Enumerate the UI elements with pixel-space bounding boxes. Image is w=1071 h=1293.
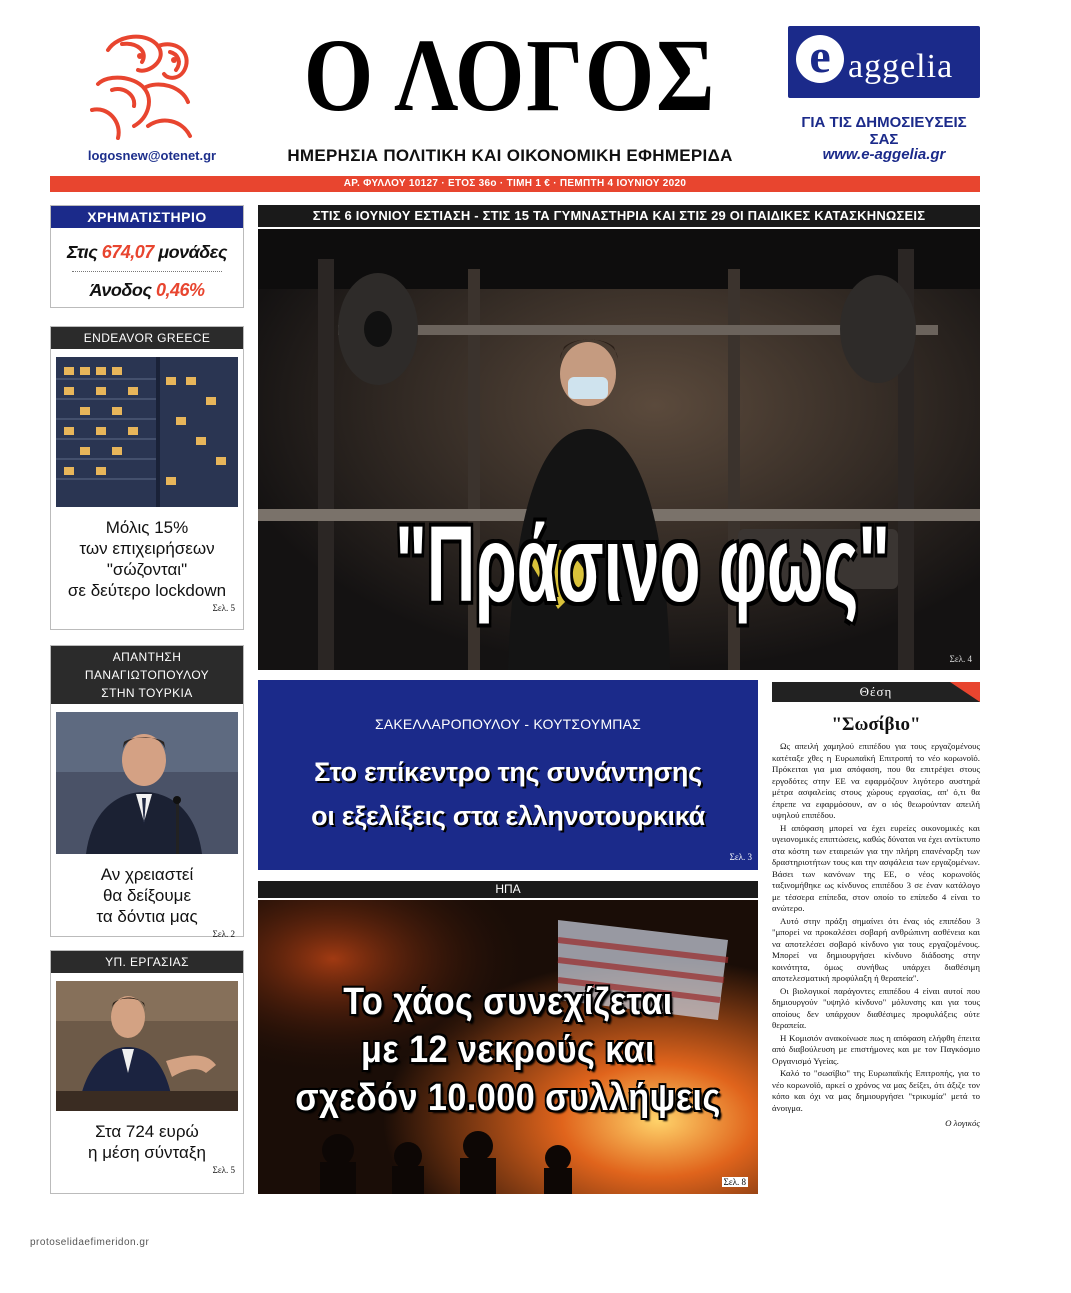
- endeavor-box[interactable]: [50, 326, 244, 630]
- editorial-paragraph: Η απόφαση μπορεί να έχει ευρείες οικονομικές και υγειονομικές επιπτώσεις, καθώς δύναται να έχει αντίκτυπο στα κόστη των εταιρειών για την πλήρη επανέναρξη των δραστηριοτήτων τους και την ασφάλεια των εργαζομένων. Βάσει των κανόνων της ΕΕ, ο νέος κορωνοϊός ταξινομήθηκε ως κίνδυνος επιπέδου 3 σε έναν κατάλογο με τέσσερα επίπεδα, στον οποίο το επίπεδο 4 είναι το ανώτερο.: [772, 822, 980, 913]
- stock-change-line: [51, 280, 243, 301]
- usa-page-ref: Σελ. 8: [723, 1177, 746, 1187]
- ypergasias-text-line: Στα 724 ευρώ: [95, 1122, 199, 1141]
- sakellaropoulou-headline: [258, 750, 758, 838]
- eaggelia-logo-letter: e: [796, 35, 844, 83]
- sakellaropoulou-headline-line: οι εξελίξεις στα ελληνοτουρκικά: [311, 801, 705, 831]
- endeavor-heading: ENDEAVOR GREECE: [51, 327, 243, 349]
- newspaper-title: Ο ΛΟΓΟΣ: [303, 18, 717, 133]
- office-building-photo: [56, 357, 238, 507]
- endeavor-page-ref: Σελ. 5: [212, 603, 235, 613]
- apantisi-text-line: θα δείξουμε: [102, 886, 192, 905]
- endeavor-text-line: σε δεύτερο lockdown: [67, 581, 227, 600]
- minister-photo: [56, 712, 238, 854]
- stock-index-line: [51, 242, 243, 263]
- usa-headline-line: με 12 νεκρούς και: [361, 1029, 655, 1071]
- usa-headline-line: σχεδόν 10.000 συλλήψεις: [295, 1077, 721, 1119]
- source-site-footer[interactable]: protoselidaefimeridon.gr: [30, 1237, 150, 1248]
- endeavor-text: [51, 517, 243, 601]
- usa-headline-line: Το χάος συνεχίζεται: [343, 981, 673, 1023]
- editorial-signature: Ο λογικός: [945, 1118, 980, 1128]
- editorial-title: "Σωσίβιο": [831, 714, 921, 735]
- sakellaropoulou-page-ref: Σελ. 3: [729, 852, 752, 862]
- endeavor-text-line: Μόλις 15%: [105, 518, 189, 537]
- eaggelia-ad[interactable]: [788, 26, 980, 98]
- masthead-email[interactable]: logosnew@otenet.gr: [87, 148, 217, 163]
- editorial-paragraph: Αυτό στην πράξη σημαίνει ότι ένας ιός επιπέδου 3 "μπορεί να προκαλέσει σοβαρή ανθρώπινη ασθένεια και να αποτελέσει σοβαρό κίνδυνο για τους εργαζομένους. Μπορεί να δημιουργήσει κίνδυνο διάδοσης στην κοινότητα, όμως συνήθως υπάρχει διαθέσιμη αποτελεσματική προφύλαξη ή θεραπεία".: [772, 915, 980, 983]
- sakellaropoulou-story[interactable]: [258, 680, 758, 870]
- lead-page-ref: Σελ. 4: [949, 654, 972, 664]
- sakellaropoulou-headline-line: Στο επίκεντρο της συνάντησης: [314, 757, 702, 787]
- lead-headline: "Πράσινο φως": [395, 503, 891, 624]
- editorial-accent: [950, 682, 980, 702]
- issue-info-bar: ΑΡ. ΦΥΛΛΟΥ 10127 · ΕΤΟΣ 36ο · ΤΙΜΗ 1 € · ΠΕΜΠΤΗ 4 ΙΟΥΝΙΟΥ 2020: [50, 176, 980, 192]
- stock-change-prefix: Άνοδος: [89, 280, 156, 300]
- lead-story[interactable]: [258, 229, 980, 670]
- eaggelia-brand: aggelia: [848, 48, 954, 85]
- ypergasias-page-ref: Σελ. 5: [212, 1165, 235, 1175]
- editorial-paragraph: Οι βιολογικοί παράγοντες επιπέδου 4 είναι αυτοί που δημιουργούν "υψηλό κίνδυνο" μόλυνσης και για τους οποίους δεν υπάρχουν διαθέσιμες προφυλάξεις ούτε θεραπεία.: [772, 985, 980, 1030]
- usa-kicker: ΗΠΑ: [258, 881, 758, 898]
- ypergasias-heading: ΥΠ. ΕΡΓΑΣΙΑΣ: [51, 951, 243, 973]
- endeavor-text-line: των επιχειρήσεων: [79, 539, 215, 558]
- usa-headline: [283, 978, 733, 1122]
- stock-market-heading: ΧΡΗΜΑΤΙΣΤΗΡΙΟ: [51, 206, 243, 228]
- usa-story[interactable]: [258, 900, 758, 1194]
- apantisi-text: [51, 864, 243, 927]
- labor-minister-photo: [56, 981, 238, 1111]
- lead-story-kicker: ΣΤΙΣ 6 ΙΟΥΝΙΟΥ ΕΣΤΙΑΣΗ - ΣΤΙΣ 15 ΤΑ ΓΥΜΝΑΣΤΗΡΙΑ ΚΑΙ ΣΤΙΣ 29 ΟΙ ΠΑΙΔΙΚΕΣ ΚΑΤΑΣΚΗΝΩΣΕΙΣ: [258, 205, 980, 227]
- stock-market-box: [50, 205, 244, 308]
- editorial-body: [772, 741, 980, 1130]
- newspaper-subtitle: ΗΜΕΡΗΣΙΑ ΠΟΛΙΤΙΚΗ ΚΑΙ ΟΙΚΟΝΟΜΙΚΗ ΕΦΗΜΕΡΙΔΑ: [287, 146, 733, 165]
- apantisi-heading-line: ΣΤΗΝ ΤΟΥΡΚΙΑ: [101, 686, 193, 700]
- ypergasias-text-line: η μέση σύνταξη: [88, 1143, 206, 1162]
- editorial-paragraph: Η Κομισιόν ανακοίνωσε πως η απόφαση ελήφθη έπειτα από διαβούλευση με επιστήμονες και με τον Παγκόσμιο Οργανισμό Υγείας.: [772, 1032, 980, 1066]
- ypergasias-box[interactable]: [50, 950, 244, 1194]
- editorial-heading-bar: Θέση: [772, 682, 980, 702]
- editorial-paragraph: Καλό το "σωσίβιο" της Ευρωπαϊκής Επιτροπής, για το νέο κορωνοϊό, αρκεί ο χρόνος να μας δείξει, ότι άξιζε τον κόπο και όχι να μας δημιουργήσει "τρικυμία" μετά το άνοιγμα.: [772, 1068, 980, 1113]
- stock-index-suffix: μονάδες: [153, 242, 227, 262]
- apantisi-page-ref: Σελ. 2: [212, 929, 235, 939]
- apantisi-text-line: τα δόντια μας: [96, 907, 198, 926]
- apantisi-box[interactable]: [50, 645, 244, 937]
- stock-change-value: 0,46%: [156, 280, 205, 300]
- apantisi-heading-line: ΑΠΑΝΤΗΣΗ ΠΑΝΑΓΙΩΤΟΠΟΥΛΟΥ: [84, 650, 210, 682]
- stock-divider: [72, 271, 222, 272]
- stock-index-value: 674,07: [101, 242, 154, 262]
- stock-index-prefix: Στις: [67, 242, 102, 262]
- ypergasias-text: [51, 1121, 243, 1163]
- eaggelia-url[interactable]: www.e-aggelia.gr: [822, 146, 946, 163]
- sakellaropoulou-kicker: ΣΑΚΕΛΛΑΡΟΠΟΥΛΟΥ - ΚΟΥΤΣΟΥΜΠΑΣ: [374, 716, 642, 732]
- apantisi-text-line: Αν χρειαστεί: [100, 865, 194, 884]
- apantisi-heading: [51, 646, 243, 704]
- endeavor-text-line: "σώζονται": [106, 560, 188, 579]
- eaggelia-slogan: ΓΙΑ ΤΙΣ ΔΗΜΟΣΙΕΥΣΕΙΣ ΣΑΣ: [801, 114, 967, 148]
- masthead-logo-figure: [78, 30, 208, 146]
- editorial-paragraph: Ως απειλή χαμηλού επιπέδου για τους εργαζομένους κατέταξε χθες η Ευρωπαϊκή Επιτροπή το νέο κορωνοϊό. Πρόκειται για μια απόφαση, που θα επιτρέψει στους εργοδότες στην ΕΕ να εφαρμόζουν λιγότερο αυστηρά μέτρα ασφαλείας στους χώρους εργασίας, απ' ό,τι θα έπρεπε να εφαρμόσουν, αν ο ιός θεωρούνταν απειλή υψηλού επιπέδου.: [772, 741, 980, 820]
